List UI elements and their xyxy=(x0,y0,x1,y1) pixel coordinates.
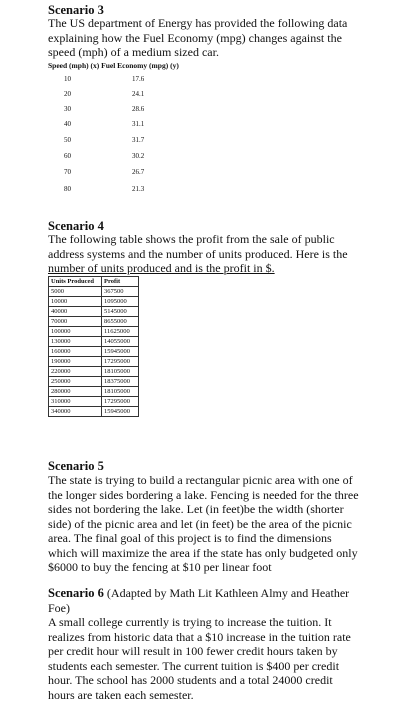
table-row xyxy=(49,317,139,327)
table-row xyxy=(49,377,139,387)
units-cell: 340000 xyxy=(49,407,102,417)
scenario3-title: Scenario 3 xyxy=(48,3,104,17)
scenario5-line: side) of the picnic area and let (in feet) be the area of the picnic xyxy=(48,517,408,532)
speed-cell: 80 xyxy=(64,183,84,195)
fuel-economy-cell: 26.7 xyxy=(132,166,162,178)
table-row xyxy=(49,397,139,407)
speed-cell: 50 xyxy=(64,134,84,146)
scenario5-line: area. The final goal of this project is to find the dimensions xyxy=(48,531,408,546)
scenario4-line: number of units produced and is the profit in $. xyxy=(48,261,348,276)
fuel-economy-cell: 17.6 xyxy=(132,73,162,85)
profit-cell: 17295000 xyxy=(102,357,139,367)
scenario5-line: which will maximize the area if the state has only budgeted only xyxy=(48,546,408,561)
table-row xyxy=(49,407,139,417)
profit-cell: 18375000 xyxy=(102,377,139,387)
scenario6-line: A small college currently is trying to increase the tuition. It xyxy=(48,615,408,630)
units-cell: 220000 xyxy=(49,367,102,377)
table-header-row xyxy=(49,277,139,287)
table-row xyxy=(49,297,139,307)
scenario4-paragraph xyxy=(48,232,348,276)
speed-cell: 70 xyxy=(64,166,84,178)
units-cell: 160000 xyxy=(49,347,102,357)
scenario6-line: realizes from historic data that a $10 increase in the tuition rate xyxy=(48,630,408,645)
profit-cell: 18105000 xyxy=(102,387,139,397)
scenario6-line: hours are taken each semester. xyxy=(48,688,408,702)
table-row xyxy=(49,287,139,297)
profit-header: Profit xyxy=(102,277,139,287)
profit-cell: 1095000 xyxy=(102,297,139,307)
speed-cell: 30 xyxy=(64,103,84,115)
scenario5-line: sides not bordering the lake. Let (in feet)be the width (shorter xyxy=(48,502,408,517)
scenario6-line: students each semester. The current tuition is $400 per credit xyxy=(48,659,408,674)
profit-cell: 5145000 xyxy=(102,307,139,317)
speed-cell: 10 xyxy=(64,73,84,85)
units-cell: 100000 xyxy=(49,327,102,337)
scenario6-title-line2: Foe) xyxy=(48,601,408,616)
scenario4-line: The following table shows the profit from the sale of public xyxy=(48,232,348,247)
units-cell: 10000 xyxy=(49,297,102,307)
scenario5-line: $6000 to buy the fencing at $10 per linear foot xyxy=(48,560,408,575)
scenario6-title: Scenario 6 xyxy=(48,586,104,600)
table-row xyxy=(49,307,139,317)
units-header: Units Produced xyxy=(49,277,102,287)
scenario6-line: per credit hour will result in 100 fewer credit hours taken by xyxy=(48,644,408,659)
scenario3-line: The US department of Energy has provided the following data xyxy=(48,16,347,31)
profit-cell: 17295000 xyxy=(102,397,139,407)
fuel-economy-cell: 31.7 xyxy=(132,134,162,146)
fuel-economy-cell: 28.6 xyxy=(132,103,162,115)
fuel-economy-cell: 21.3 xyxy=(132,183,162,195)
table-row xyxy=(49,387,139,397)
units-cell: 280000 xyxy=(49,387,102,397)
profit-cell: 14055000 xyxy=(102,337,139,347)
speed-cell: 60 xyxy=(64,150,84,162)
table-row xyxy=(49,327,139,337)
scenario4-line: address systems and the number of units produced. Here is the xyxy=(48,247,348,262)
fuel-economy-cell: 24.1 xyxy=(132,88,162,100)
table-row xyxy=(49,357,139,367)
scenario6-paragraph xyxy=(48,615,408,702)
table-row xyxy=(49,337,139,347)
scenario4-title: Scenario 4 xyxy=(48,219,104,233)
scenario5-line: the longer sides bordering a lake. Fencing is needed for the three xyxy=(48,488,408,503)
units-cell: 310000 xyxy=(49,397,102,407)
scenario6-title-suffix: (Adapted by Math Lit Kathleen Almy and Heather xyxy=(104,586,349,600)
units-cell: 190000 xyxy=(49,357,102,367)
scenario5-title: Scenario 5 xyxy=(48,459,104,473)
fuel-economy-cell: 30.2 xyxy=(132,150,162,162)
scenario3-table-header: Speed (mph) (x) Fuel Economy (mpg) (y) xyxy=(48,61,179,70)
units-cell: 40000 xyxy=(49,307,102,317)
units-cell: 130000 xyxy=(49,337,102,347)
units-cell: 70000 xyxy=(49,317,102,327)
scenario3-line: speed (mph) of a medium sized car. xyxy=(48,45,347,60)
profit-cell: 11625000 xyxy=(102,327,139,337)
profit-cell: 15945000 xyxy=(102,347,139,357)
profit-cell: 8655000 xyxy=(102,317,139,327)
speed-cell: 20 xyxy=(64,88,84,100)
table-row xyxy=(49,367,139,377)
units-cell: 250000 xyxy=(49,377,102,387)
scenario6-line: hour. The school has 2000 students and a total 24000 credit xyxy=(48,673,408,688)
profit-cell: 367500 xyxy=(102,287,139,297)
table-row xyxy=(49,347,139,357)
scenario3-paragraph xyxy=(48,16,347,60)
units-cell: 5000 xyxy=(49,287,102,297)
profit-cell: 15945000 xyxy=(102,407,139,417)
fuel-economy-cell: 31.1 xyxy=(132,118,162,130)
speed-cell: 40 xyxy=(64,118,84,130)
scenario3-line: explaining how the Fuel Economy (mpg) changes against the xyxy=(48,31,347,46)
profit-cell: 18105000 xyxy=(102,367,139,377)
scenario4-table xyxy=(48,276,139,417)
scenario5-paragraph xyxy=(48,473,408,575)
scenario6-heading xyxy=(48,586,408,615)
scenario5-line: The state is trying to build a rectangular picnic area with one of xyxy=(48,473,408,488)
